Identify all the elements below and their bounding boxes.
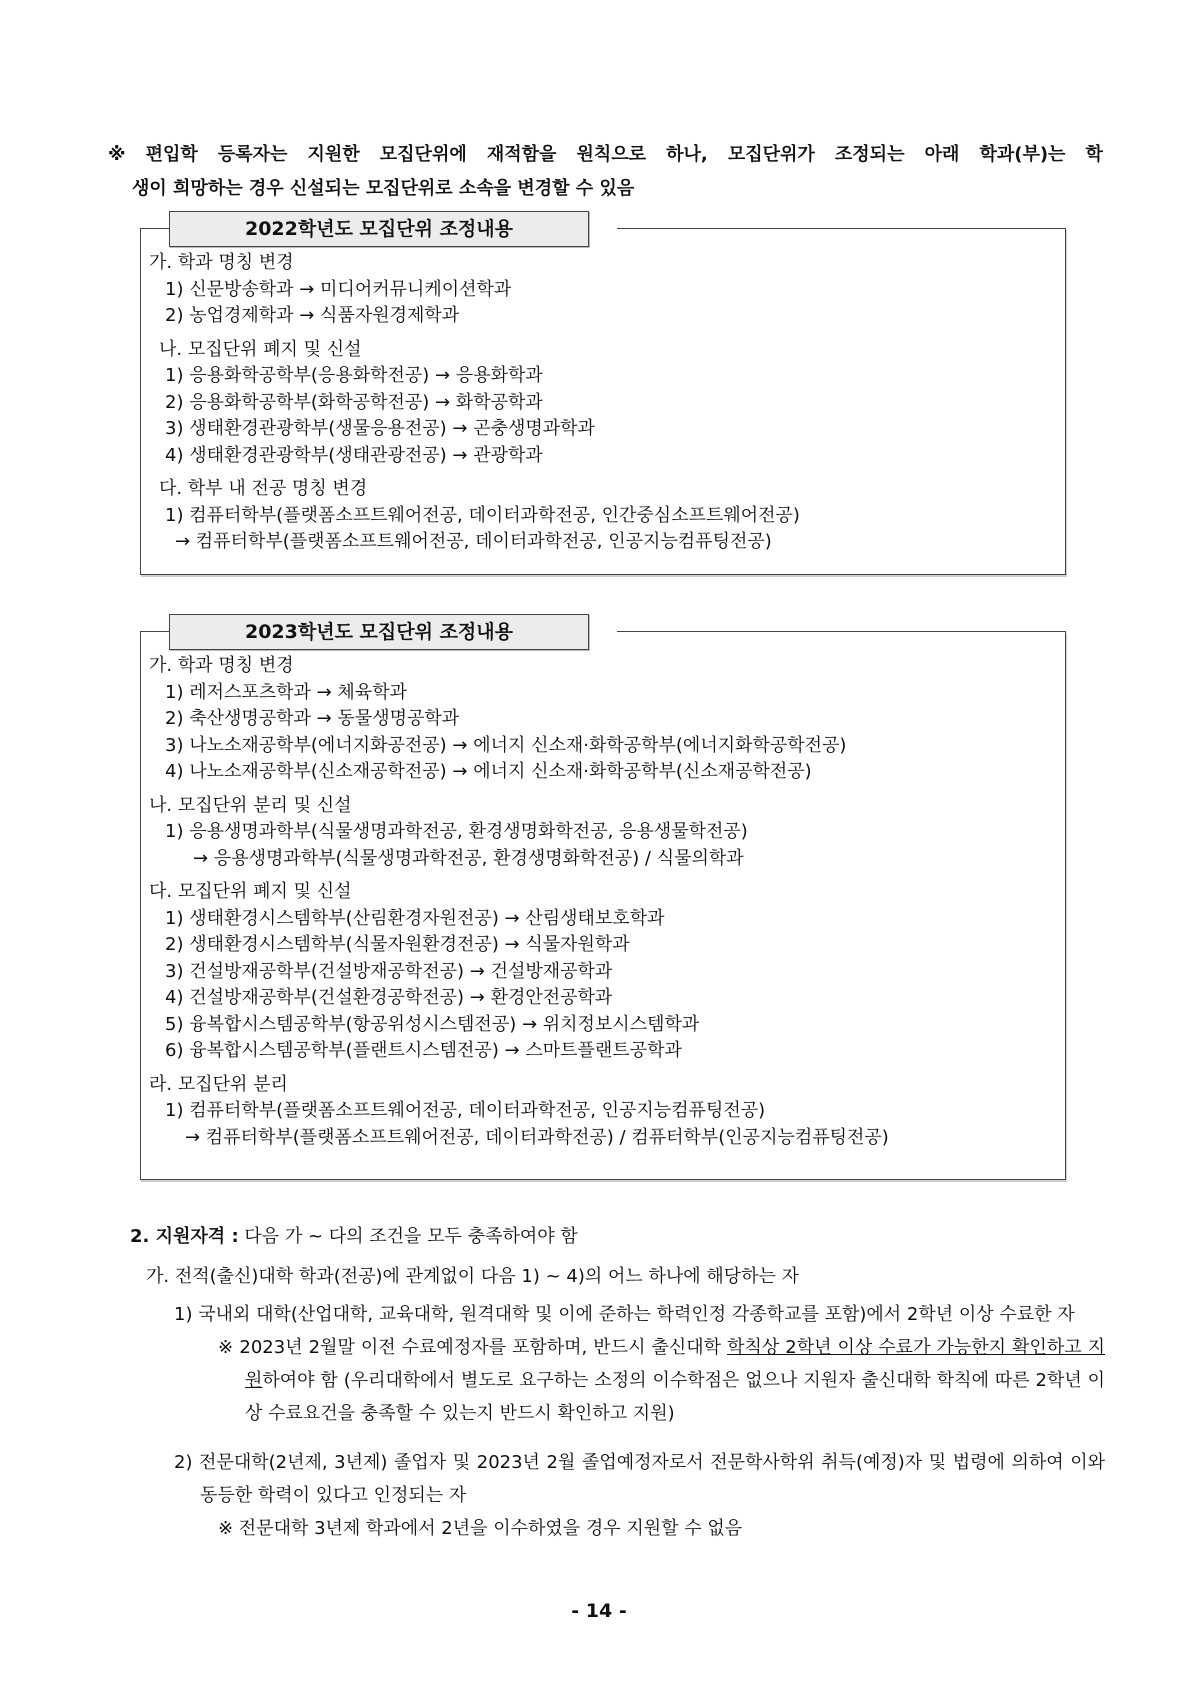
box-border — [617, 631, 1066, 632]
notice-word: 지원한 — [307, 144, 360, 165]
box-title: 2023학년도 모집단위 조정내용 — [169, 614, 589, 650]
list-item: 1) 신문방송학과 → 미디어커뮤니케이션학과 — [165, 278, 512, 300]
notice-word: 모집단위에 — [379, 144, 467, 165]
list-item: 3) 건설방재공학부(건설방재공학전공) → 건설방재공학과 — [165, 960, 613, 982]
notice-word: ※ — [108, 144, 126, 165]
list-item: 2) 농업경제학과 → 식품자원경제학과 — [165, 305, 460, 326]
section-split-create — [149, 793, 1057, 873]
section-title: 나. 모집단위 분리 및 신설 — [149, 794, 352, 816]
note-text: ※ 2023년 2월말 이전 수료예정자를 포함하며, 반드시 출신대학 — [218, 1337, 728, 1358]
list-item: 2) 응용화학공학부(화학공학전공) → 화학공학과 — [165, 391, 543, 413]
note-underlined-text: 학칙상 2학년 이상 수료가 가능한지 확인하고 지원 — [245, 1337, 1106, 1391]
section-name-change — [149, 653, 1057, 786]
notice-word: 등록자는 — [217, 144, 288, 165]
notice-word: 아래 — [924, 144, 960, 165]
section-title: 다. 학부 내 전공 명칭 변경 — [159, 478, 368, 499]
notice-word: 재적함을 — [486, 144, 557, 165]
list-item: 4) 생태환경관광학부(생태관광전공) → 관광학과 — [165, 444, 543, 466]
adjustment-box-2022 — [140, 218, 1066, 575]
notice-word: 학 — [1085, 144, 1103, 165]
notice-word: 하나, — [666, 144, 708, 165]
notice-line-1 — [108, 138, 1103, 172]
list-item: 3) 나노소재공학부(에너지화공전공) → 에너지 신소재·화학공학부(에너지화학공학전공) — [165, 734, 847, 756]
box-border — [141, 631, 170, 632]
condition-note-2: ※ 전문대학 3년제 학과에서 2년을 이수하였을 경우 지원할 수 없음 — [218, 1518, 743, 1539]
list-item: 6) 융복합시스템공학부(플랜트시스템전공) → 스마트플랜트공학과 — [165, 1040, 682, 1061]
list-item: 2) 생태환경시스템학부(식물자원환경전공) → 식물자원학과 — [165, 934, 630, 955]
adjustment-box-2023 — [140, 621, 1066, 1180]
notice-word: 원칙으로 — [576, 144, 647, 165]
section-name-change — [149, 250, 1057, 330]
list-item-arrow: → 컴퓨터학부(플랫폼소프트웨어전공, 데이터과학전공) / 컴퓨터학부(인공지능컴퓨팅전공) — [185, 1126, 889, 1148]
notice-word: 학과(부)는 — [979, 144, 1066, 165]
list-item: 1) 응용생명과학부(식물생명과학전공, 환경생명화학전공, 응용생물학전공) — [165, 821, 748, 842]
notice-line-2: 생이 희망하는 경우 신설되는 모집단위로 소속을 변경할 수 있음 — [132, 178, 635, 199]
transfer-notice — [108, 138, 1103, 206]
list-item: 3) 생태환경관광학부(생물응용전공) → 곤충생명과학과 — [165, 418, 595, 439]
box-title: 2022학년도 모집단위 조정내용 — [169, 211, 589, 247]
list-item: 1) 레저스포츠학과 → 체육학과 — [165, 681, 407, 703]
section-title: 라. 모집단위 분리 — [149, 1073, 288, 1095]
notice-word: 편입학 — [145, 144, 198, 165]
list-item: 4) 나노소재공학부(신소재공학전공) → 에너지 신소재·화학공학부(신소재공학전공) — [165, 761, 812, 782]
note-text: 하여야 함 (우리대학에서 별도로 요구하는 소정의 이수학점은 없으나 지원자 출신대학 학칙에 따른 2학년 이상 수료요건을 충족할 수 있는지 반드시 확인하고 지원) — [245, 1370, 1105, 1424]
heading-text: 다음 가 ~ 다의 조건을 모두 충족하여야 함 — [238, 1226, 578, 1247]
section-major-rename — [149, 476, 1057, 556]
section-abolish-create — [149, 879, 1057, 1065]
list-item: 1) 컴퓨터학부(플랫폼소프트웨어전공, 데이터과학전공, 인간중심소프트웨어전공) — [165, 504, 800, 526]
notice-word: 조정되는 — [834, 144, 905, 165]
section-title: 가. 학과 명칭 변경 — [149, 655, 294, 676]
box-border — [617, 228, 1066, 229]
section-abolish-create — [149, 337, 1057, 470]
page-number: - 14 - — [571, 1600, 627, 1622]
section-title: 나. 모집단위 폐지 및 신설 — [159, 338, 362, 360]
list-item: 1) 응용화학공학부(응용화학전공) → 응용화학과 — [165, 365, 543, 386]
condition-item-2: 2) 전문대학(2년제, 3년제) 졸업자 및 2023년 2월 졸업예정자로서 전문학사학위 취득(예정)자 및 법령에 의하여 이와 동등한 학력이 있다고 인정되는 자 — [174, 1452, 1105, 1506]
section-title: 다. 모집단위 폐지 및 신설 — [149, 881, 352, 902]
qualification-section — [130, 1222, 1105, 1545]
heading-label: 2. 지원자격 : — [130, 1226, 239, 1247]
section-split — [149, 1072, 1057, 1152]
list-item: 4) 건설방재공학부(건설환경공학전공) → 환경안전공학과 — [165, 987, 613, 1008]
box-border — [141, 228, 170, 229]
list-item: 2) 축산생명공학과 → 동물생명공학과 — [165, 708, 460, 729]
list-item-arrow: → 응용생명과학부(식물생명과학전공, 환경생명화학전공) / 식물의학과 — [193, 847, 744, 869]
condition-item-1: 1) 국내외 대학(산업대학, 교육대학, 원격대학 및 이에 준하는 학력인정 각종학교를 포함)에서 2학년 이상 수료한 자 — [174, 1304, 1075, 1325]
section-title: 가. 학과 명칭 변경 — [149, 252, 294, 273]
section-heading — [130, 1222, 1105, 1252]
condition-note-1 — [130, 1331, 1105, 1430]
list-item: 1) 생태환경시스템학부(산림환경자원전공) → 산림생태보호학과 — [165, 907, 665, 929]
list-item: 1) 컴퓨터학부(플랫폼소프트웨어전공, 데이터과학전공, 인공지능컴퓨팅전공) — [165, 1100, 766, 1121]
condition-ga: 가. 전적(출신)대학 학과(전공)에 관계없이 다음 1) ~ 4)의 어느 하나에 해당하는 자 — [146, 1266, 800, 1287]
list-item-arrow: → 컴퓨터학부(플랫폼소프트웨어전공, 데이터과학전공, 인공지능컴퓨팅전공) — [175, 531, 772, 552]
list-item: 5) 융복합시스템공학부(항공위성시스템전공) → 위치정보시스템학과 — [165, 1013, 700, 1035]
notice-word: 모집단위가 — [727, 144, 815, 165]
